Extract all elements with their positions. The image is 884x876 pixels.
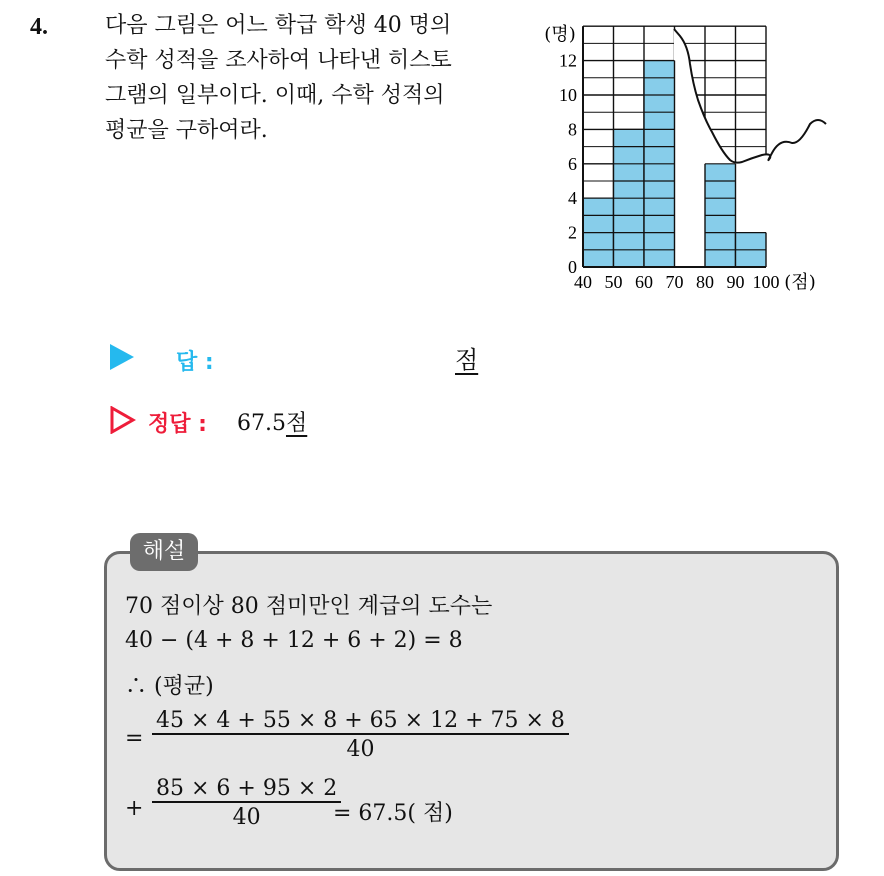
x-tick-label: 40 [574,272,592,292]
y-tick-label: 12 [559,50,577,71]
question-text [105,8,515,148]
y-tick-label: 8 [568,119,577,140]
solution-result: = 67.5( 점) [333,801,453,826]
question-line: 다음 그림은 어느 학급 학생 40 명의 [105,13,452,38]
histogram-chart [530,12,860,302]
fraction-1-numerator: 45 × 4 + 55 × 8 + 65 × 12 + 75 × 8 [156,708,565,733]
correct-answer-row [110,403,510,443]
x-axis-label: (점) [784,272,816,293]
correct-value: 67.5 [237,411,286,436]
correct-value-wrap [237,406,307,437]
solution-tag: 해설 [130,533,198,571]
correct-label: 정답 : [148,412,207,437]
question-number: 4. [30,14,48,40]
solution-line-1: 70 점이상 80 점미만인 계급의 도수는 [125,594,493,619]
fraction-1 [152,708,569,762]
y-tick-label: 0 [568,257,577,277]
solution-plus: + [125,796,144,821]
x-tick-label: 60 [635,272,653,292]
outline-arrow-icon [110,406,136,434]
x-tick-label: 80 [696,272,714,292]
x-tick-label: 50 [604,272,623,292]
solution-line-2: 40 − (4 + 8 + 12 + 6 + 2) = 8 [125,628,463,653]
question-line: 평균을 구하여라. [105,118,268,143]
answer-row [110,340,510,380]
correct-unit: 점 [285,411,308,436]
fraction-2 [152,776,341,830]
fraction-2-denominator: 40 [232,804,261,830]
question-line: 그램의 일부이다. 이때, 수학 성적의 [105,83,445,108]
x-tick-label: 100 [752,272,780,292]
fraction-2-numerator: 85 × 6 + 95 × 2 [156,776,338,801]
y-axis-label: (명) [544,24,576,46]
solution-line-3: ∴ (평균) [125,674,214,699]
y-tick-label: 10 [559,85,577,105]
question-line: 수학 성적을 조사하여 나타낸 히스토 [105,48,452,73]
fraction-1-denominator: 40 [346,736,375,762]
y-tick-label: 2 [568,222,577,243]
y-tick-label: 4 [568,188,577,209]
y-tick-label: 6 [568,153,577,174]
solution-equals: = [125,726,144,751]
x-tick-label: 90 [726,272,745,292]
answer-unit: 점 [455,346,479,374]
answer-label: 답 : [176,350,214,375]
x-tick-label: 70 [665,272,684,292]
play-arrow-icon [110,344,134,370]
